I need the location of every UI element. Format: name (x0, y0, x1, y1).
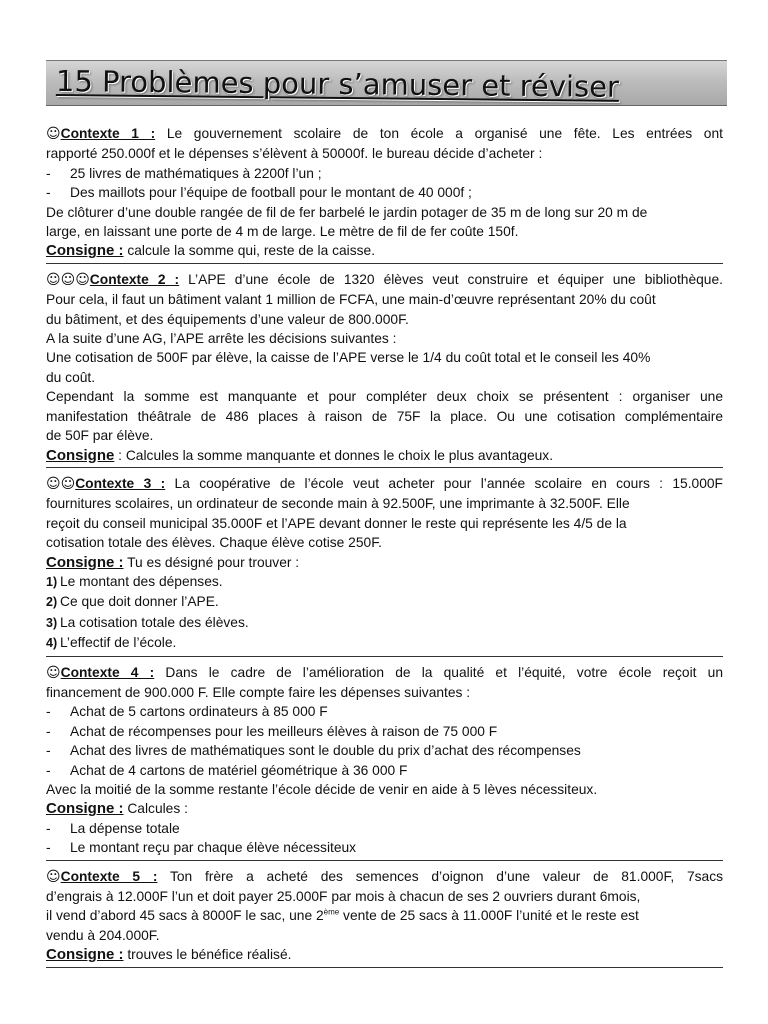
context-2 (46, 264, 723, 468)
list-item: - Achat des livres de mathématiques sont le double du prix d’achat des récompenses (46, 743, 581, 759)
smiley-icon: ☺☺☺ (46, 271, 90, 288)
list-item: - Achat de récompenses pour les meilleurs élèves à raison de 75 000 F (46, 723, 498, 739)
question-item: 3) La cotisation totale des élèves. (46, 614, 249, 630)
context-2-line-9: de 50F par élève. (46, 428, 154, 444)
superscript: ème (323, 907, 340, 917)
problems-list (46, 118, 723, 968)
context-2-line-7: Cependant la somme est manquante et pour compléter deux choix se présentent : organiser une (46, 389, 723, 405)
context-1-line-1: Le gouvernement scolaire de ton école a organisé une fête. Les entrées ont (166, 126, 723, 141)
context-5-line-4: vendu à 204.000F. (46, 927, 160, 943)
context-5-line-1: Ton frère a acheté des semences d’oignon d’une valeur de 81.000F, 7sacs (169, 868, 723, 884)
context-4-consigne (46, 799, 723, 818)
smiley-icon: ☺ (46, 868, 61, 885)
context-5 (46, 861, 723, 968)
consigne-text: calcule la somme qui, reste de la caisse. (127, 243, 376, 259)
context-5-consigne (46, 945, 723, 964)
list-item: - Des maillots pour l’équipe de football pour le montant de 40 000f ; (46, 185, 472, 201)
context-1 (46, 118, 723, 264)
context-2-consigne (46, 446, 723, 465)
context-5-line-2: d’engrais à 12.000F l’un et doit payer 25.000F par mois à chacun de ses 2 ouvriers durant 6mois, (46, 889, 641, 905)
context-2-line-6: du coût. (46, 369, 96, 385)
context-3-line-2: fournitures scolaires, un ordinateur de seconde main à 92.500F, une imprimante à 32.500F. Elle (46, 496, 630, 512)
context-4 (46, 657, 723, 861)
context-3-heading: Contexte 3 : (75, 475, 166, 491)
title-banner (46, 60, 727, 106)
question-item: 4) L’effectif de l’école. (46, 635, 177, 651)
context-4-line-1: Dans le cadre de l’amélioration de la qualité et l’équité, votre école reçoit un (165, 664, 723, 680)
context-5-heading: Contexte 5 : (60, 868, 158, 884)
context-2-heading: Contexte 2 : (89, 271, 180, 287)
context-3-line-3: reçoit du conseil municipal 35.000F et l’APE devant donner le reste qui représente les 4/5 de la (46, 515, 627, 531)
context-1-intro (46, 124, 723, 144)
consigne-text: Tu es désigné pour trouver : (127, 554, 300, 570)
context-1-consigne (46, 241, 723, 260)
context-3-line-1: La coopérative de l’école veut acheter pour l’année scolaire en cours : 15.000F (174, 475, 723, 491)
context-1-line-3: De clôturer d’une double rangée de fil de fer barbelé le jardin potager de 35 m de long sur 20 m de (46, 204, 648, 220)
list-item: - 25 livres de mathématiques à 2200f l’un ; (46, 165, 322, 181)
task-item: - Le montant reçu par chaque élève nécessiteux (46, 840, 357, 856)
context-3 (46, 468, 723, 657)
context-2-intro (46, 270, 723, 290)
question-item: 2) Ce que doit donner l’APE. (46, 594, 219, 610)
context-3-line-4: cotisation totale des élèves. Chaque élève cotise 250F. (46, 535, 382, 551)
context-4-heading: Contexte 4 : (60, 664, 155, 680)
task-item: - La dépense totale (46, 820, 180, 836)
context-5-intro (46, 867, 723, 887)
context-2-line-5: Une cotisation de 500F par élève, la caisse de l’APE verse le 1/4 du coût total et le conseil les 40% (46, 350, 651, 366)
context-1-heading: Contexte 1 : (60, 126, 156, 141)
question-item: 1) Le montant des dépenses. (46, 573, 223, 589)
consigne-label: Consigne : (46, 946, 124, 964)
consigne-label: Consigne : (46, 553, 124, 571)
context-4-line-2: financement de 900.000 F. Elle compte faire les dépenses suivantes : (46, 684, 471, 700)
context-1-line-4: large, en laissant une porte de 4 m de large. Le mètre de fil de fer coûte 150f. (46, 224, 519, 240)
list-item: - Achat de 5 cartons ordinateurs à 85 000 F (46, 704, 328, 720)
context-4-intro (46, 663, 723, 683)
consigne-label: Consigne : (46, 800, 124, 818)
list-item: - Achat de 4 cartons de matériel géométrique à 36 000 F (46, 762, 408, 778)
consigne-text: trouves le bénéfice réalisé. (127, 947, 292, 963)
context-2-line-2: Pour cela, il faut un bâtiment valant 1 million de FCFA, une main-d’œuvre représentant 20% du coût (46, 292, 656, 308)
consigne-text: Calcules : (127, 801, 188, 817)
page-title: 15 Problèmes pour s’amuser et réviser (55, 64, 620, 104)
context-2-line-1: L’APE d’une école de 1320 élèves veut construire et équiper une bibliothèque. (188, 271, 723, 287)
smiley-icon: ☺ (46, 126, 61, 142)
consigne-label: Consigne : (46, 242, 124, 260)
smiley-icon: ☺☺ (46, 475, 76, 492)
consigne-text: : Calcules la somme manquante et donnes le choix le plus avantageux. (114, 447, 554, 463)
context-4-line-3: Avec la moitié de la somme restante l’école décide de venir en aide à 5 lèves nécessiteux. (46, 782, 598, 797)
context-3-intro (46, 474, 723, 494)
context-5-line-3: il vend d’abord 45 sacs à 8000F le sac, une 2ème vente de 25 sacs à 11.000F l’unité et le reste est (46, 907, 639, 924)
context-1-line-2: rapporté 250.000f et le dépenses s’élèvent à 50000f. le bureau décide d’acheter : (46, 146, 543, 162)
context-2-line-4: A la suite d’une AG, l’APE arrête les décisions suivantes : (46, 331, 397, 347)
context-2-line-3: du bâtiment, et des équipements d’une valeur de 800.000F. (46, 311, 409, 327)
context-3-consigne (46, 553, 723, 572)
context-2-line-8: manifestation théâtrale de 486 places à raison de 75F la place. Ou une cotisation complémentaire (46, 408, 723, 424)
consigne-label: Consigne (46, 446, 115, 464)
smiley-icon: ☺ (46, 664, 61, 681)
